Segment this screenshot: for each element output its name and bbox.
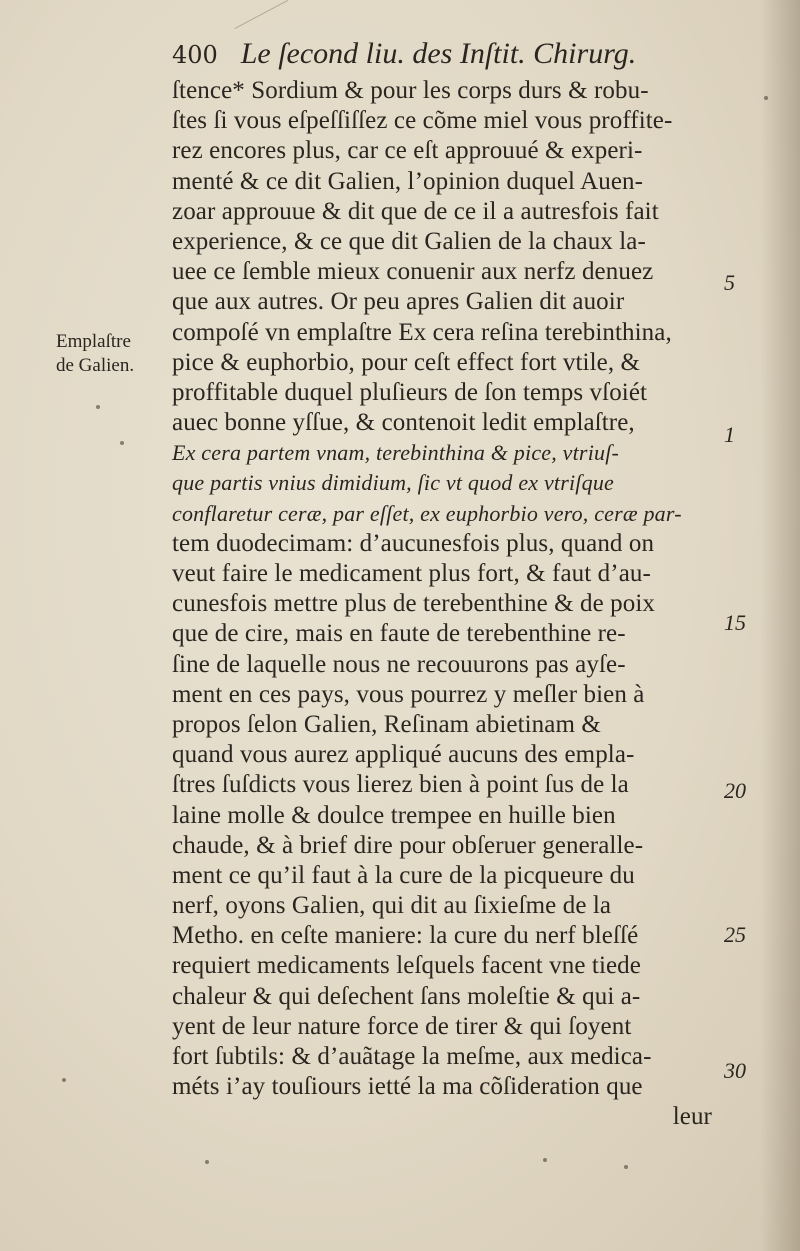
text-line: uee ce ſemble mieux conuenir aux nerfz denuez bbox=[172, 258, 654, 286]
text-line: quand vous aurez appliqué aucuns des empla- bbox=[172, 741, 635, 769]
main-text-block bbox=[172, 76, 732, 1133]
text-line: propos ſelon Galien, Reſinam abietinam & bbox=[172, 710, 601, 738]
text-line: laine molle & doulce trempee en huille bien bbox=[172, 801, 616, 829]
text-line: compoſé vn emplaſtre Ex cera reſina terebinthina, bbox=[172, 318, 672, 346]
text-line: nerf, oyons Galien, qui dit au ſixieſme de la bbox=[172, 892, 612, 920]
margin-note-line: Emplaſtre bbox=[56, 331, 131, 352]
margin-note-line: de Galien. bbox=[56, 355, 135, 376]
line-number: 30 bbox=[724, 1058, 746, 1083]
ink-speck bbox=[120, 441, 124, 445]
ink-speck bbox=[96, 405, 100, 409]
text-line: ment ce qu’il faut à la cure de la picqueure du bbox=[172, 861, 635, 889]
text-line: ſine de laquelle nous ne recouurons pas ayſe- bbox=[172, 650, 626, 678]
text-line: que aux autres. Or peu apres Galien dit auoir bbox=[172, 288, 625, 316]
page-number: 400 bbox=[172, 41, 218, 69]
text-line: ſtres ſuſdicts vous lierez bien à point ſus de la bbox=[172, 771, 629, 799]
text-line: que partis vnius dimidium, ſic vt quod ex vtriſque bbox=[172, 470, 614, 496]
line-number: 15 bbox=[724, 610, 746, 635]
text-line: fort ſubtils: & d’auãtage la meſme, aux medica- bbox=[172, 1043, 652, 1070]
running-head: Le ſecond liu. des Inſtit. Chirurg. bbox=[240, 37, 637, 70]
line-number: 1 bbox=[724, 422, 735, 447]
text-line: veut faire le medicament plus fort, & faut d’au- bbox=[172, 560, 651, 587]
text-line: que de cire, mais en faute de terebenthine re- bbox=[172, 620, 626, 648]
ink-speck bbox=[624, 1165, 628, 1169]
ink-speck bbox=[62, 1078, 66, 1082]
text-line: auec bonne yſſue, & contenoit ledit emplaſtre, bbox=[172, 409, 635, 437]
line-number: 25 bbox=[724, 922, 746, 947]
ink-speck bbox=[543, 1158, 547, 1162]
text-line: menté & ce dit Galien, l’opinion duquel Auen- bbox=[172, 167, 644, 195]
line-number: 20 bbox=[724, 778, 746, 803]
ink-speck bbox=[205, 1160, 209, 1164]
catchword: leur bbox=[672, 1103, 712, 1131]
text-line: experience, & ce que dit Galien de la chaux la- bbox=[172, 227, 646, 255]
text-line: cunesfois mettre plus de terebenthine & de poix bbox=[172, 590, 656, 618]
text-line: proffitable duquel pluſieurs de ſon temps vſoiét bbox=[172, 378, 648, 406]
line-number: 5 bbox=[724, 270, 735, 295]
text-line: ſtes ſi vous eſpeſſiſſez ce cõme miel vous proffite- bbox=[172, 107, 673, 135]
page-gutter-shadow bbox=[760, 0, 800, 1251]
text-line: pice & euphorbio, pour ceſt effect fort vtile, & bbox=[172, 348, 641, 376]
text-line: Metho. en ceſte maniere: la cure du nerf bleſſé bbox=[172, 922, 639, 950]
page-crease bbox=[221, 0, 288, 29]
text-line: tem duodecimam: d’aucunesfois plus, quand on bbox=[172, 529, 655, 557]
text-line: rez encores plus, car ce eſt approuué & experi- bbox=[172, 137, 643, 165]
text-line: ment en ces pays, vous pourrez y meſler bien à bbox=[172, 680, 645, 708]
text-line: conflaretur ceræ, par eſſet, ex euphorbio vero, ceræ par- bbox=[172, 500, 682, 526]
text-line: yent de leur nature force de tirer & qui ſoyent bbox=[172, 1012, 632, 1040]
text-line: requiert medicaments leſquels facent vne tiede bbox=[172, 952, 641, 980]
ink-speck bbox=[764, 96, 768, 100]
page-header bbox=[172, 34, 732, 74]
text-line: méts i’ay touſiours ietté la ma cõſideration que bbox=[172, 1073, 643, 1101]
text-line: chaude, & à brief dire pour obſeruer generalle- bbox=[172, 831, 644, 859]
margin-note bbox=[56, 330, 170, 378]
text-line: ſtence* Sordium & pour les corps durs & robu- bbox=[172, 77, 649, 104]
text-line: zoar approuue & dit que de ce il a autresfois fait bbox=[172, 197, 659, 225]
text-line: Ex cera partem vnam, terebinthina & pice, vtriuſ- bbox=[172, 440, 620, 466]
text-line: chaleur & qui deſechent ſans moleſtie & qui a- bbox=[172, 982, 641, 1010]
